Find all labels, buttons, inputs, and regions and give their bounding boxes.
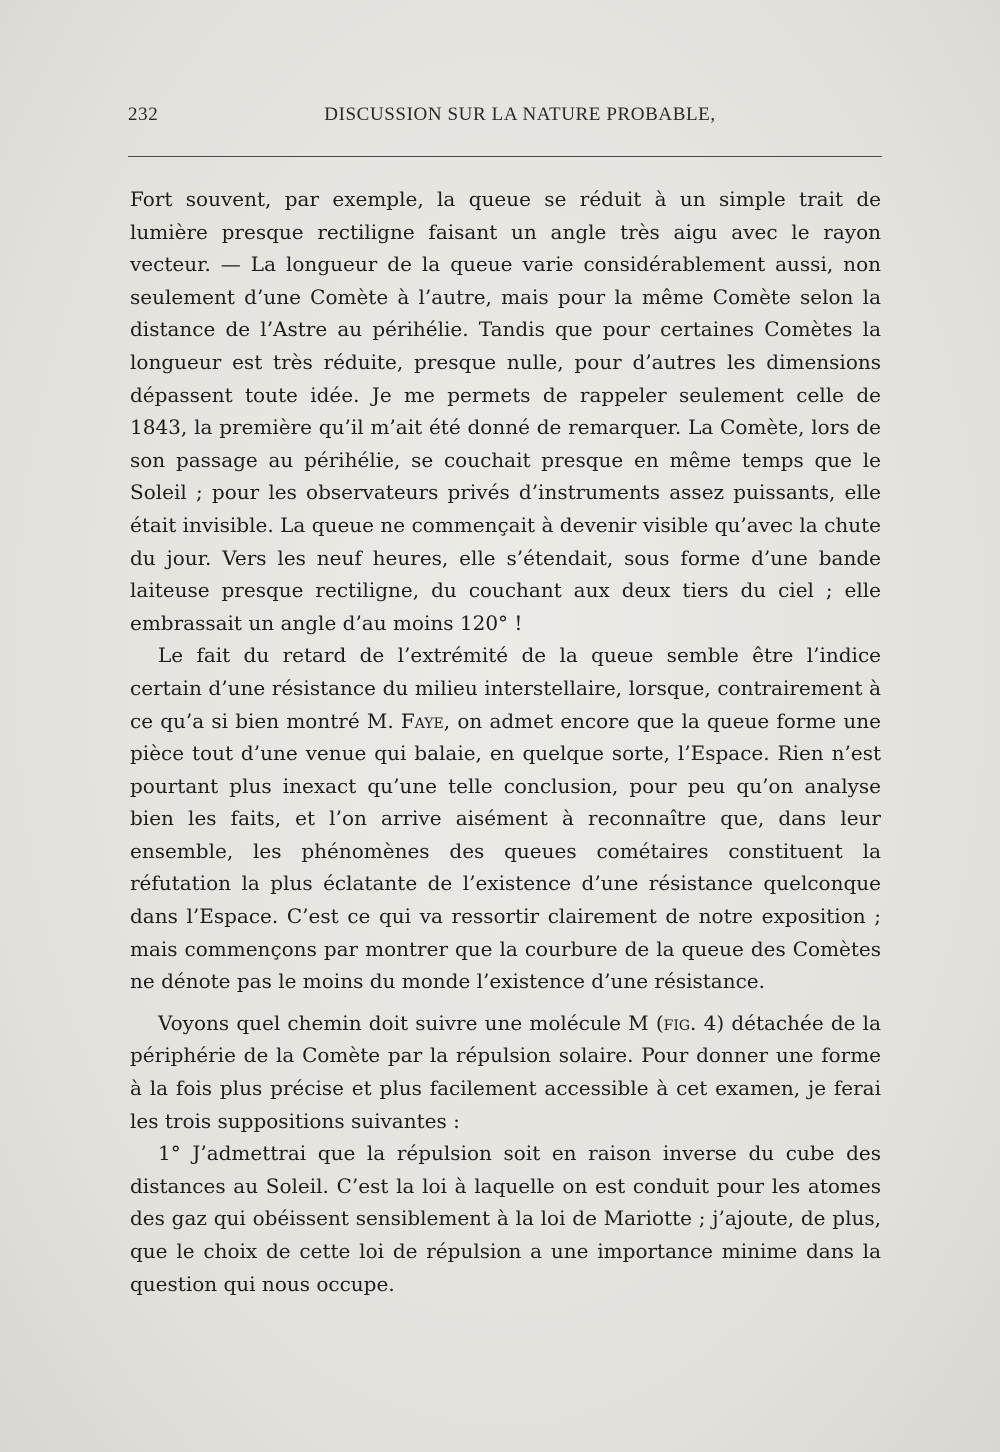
paragraph-molecule-path — [130, 1007, 881, 1137]
paragraph-text-segment: 4) détachée de la périphérie de la Comète par la répulsion solaire. Pour donner une forme à la fois plus précise et plus facilement accessible à cet examen, je ferai les trois suppositions suivantes : — [130, 1010, 881, 1133]
header-rule — [128, 156, 882, 157]
paragraph-gap — [130, 998, 881, 1007]
author-name-faye: Faye — [400, 708, 444, 733]
paragraph-text-segment: Le fait du retard de l’extrémité de la queue semble être l’indice certain d’une résistance du milieu interstellaire, lorsque, contrairement à ce qu’a si bien montré M. — [130, 643, 881, 733]
body-text — [130, 183, 881, 1300]
paragraph-comet-tail-length: Fort souvent, par exemple, la queue se réduit à un simple trait de lumière presque rectiligne faisant un angle très aigu avec le rayon vecteur. — La longueur de la queue varie considérablement aussi, non seulement d’une Comète à l’autre, mais pour la même Comète selon la distance de l’Astre au périhélie. Tandis que pour certaines Comètes la longueur est très réduite, presque nulle, pour d’autres les dimensions dépassent toute idée. Je me permets de rappeler seulement celle de 1843, la première qu’il m’ait été donné de remarquer. La Comète, lors de son passage au périhélie, se couchait presque en même temps que le Soleil ; pour les observateurs privés d’instruments assez puissants, elle était invisible. La queue ne commençait à devenir visible qu’avec la chute du jour. Vers les neuf heures, elle s’étendait, sous forme d’une bande laiteuse presque rectiligne, du couchant aux deux tiers du ciel ; elle embrassait un angle d’au moins 120° ! — [130, 187, 881, 635]
figure-reference: fig. — [663, 1010, 697, 1035]
paragraph-text-segment: Voyons quel chemin doit suivre une molécule M ( — [158, 1010, 664, 1035]
page-number: 232 — [128, 104, 159, 125]
paragraph-text-segment: , on admet encore que la queue forme une pièce tout d’une venue qui balaie, en quelque sorte, l’Espace. Rien n’est pourtant plus inexact qu’une telle conclusion, pour peu qu’on analyse bien les faits, et l’on arrive aisément à reconnaître que, dans leur ensemble, les phénomènes des queues cométaires constituent la réfutation la plus éclatante de l’existence d’une résistance quelconque dans l’Espace. C’est ce qui va ressortir clairement de notre exposition ; mais commençons par montrer que la courbure de la queue des Comètes ne dénote pas le moins du monde l’existence d’une résistance. — [130, 708, 881, 994]
paragraph-first-supposition: 1° J’admettrai que la répulsion soit en raison inverse du cube des distances au Soleil. C’est la loi à laquelle on est conduit pour les atomes des gaz qui obéissent sensiblement à la loi de Mariotte ; j’ajoute, de plus, que le choix de cette loi de répulsion a une importance minime dans la question qui nous occupe. — [130, 1141, 881, 1296]
running-title: DISCUSSION SUR LA NATURE PROBABLE, — [324, 104, 716, 125]
page-header — [128, 104, 882, 132]
paragraph-tail-retardation — [130, 639, 881, 998]
